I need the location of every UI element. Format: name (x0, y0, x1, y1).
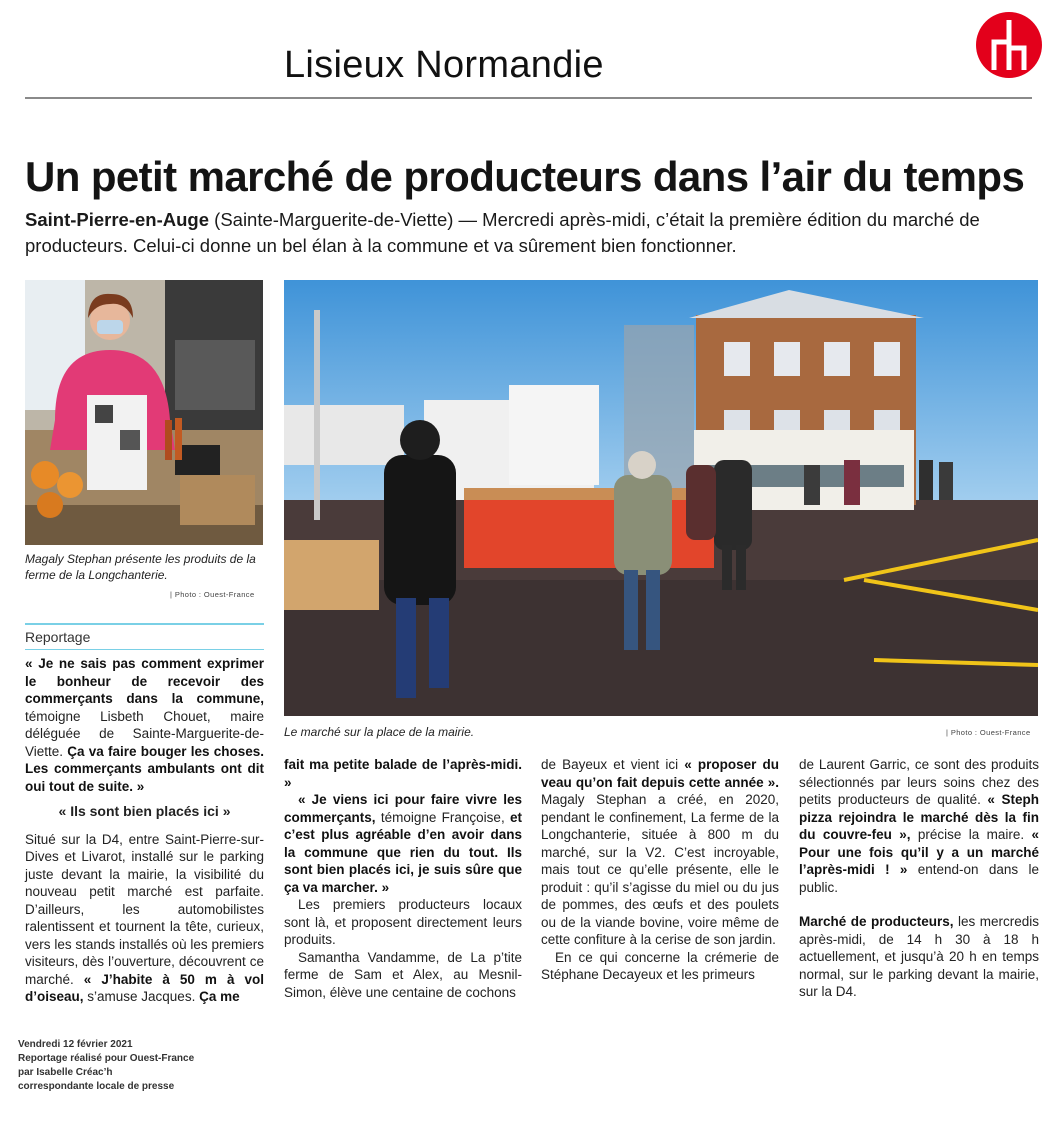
reportage-label: Reportage (25, 629, 91, 645)
article-lead (25, 207, 1035, 259)
paragraph-magaly: Magaly Stephan a créé, en 2020, pendant le confinement, La ferme de la Longchanterie, située à 800 m du marché, sur la V2. C’est incroyable, mais tout ce qu’elle présente, elle le produit : qu’il s’agisse du miel ou du jus de pommes, des œufs et des poulets ou de la viande bovine, voire même de cette confiture à la cerise de son jardin. (541, 792, 779, 947)
photo-small-caption: Magaly Stephan présente les produits de la ferme de la Longchanterie. (25, 552, 256, 582)
logo-mark-icon (976, 12, 1042, 78)
article-headline: Un petit marché de producteurs dans l’air du temps (25, 153, 1025, 200)
ouest-france-logo (976, 12, 1042, 78)
quote-maire-attrib: précise la maire. (910, 827, 1025, 842)
quote-francoise-cont: et c’est plus agréable d’en avoir dans la commune que rien du tout. Ils sont bien placés ici, je suis sûre que ça va marcher. » (284, 809, 522, 895)
article-column-4 (799, 756, 1039, 1001)
quote-public: « Pour une fois qu’il y a un marché l’après-midi ! » (799, 827, 1039, 877)
quote-steph-pizza: « Steph pizza rejoindra le marché dès la fin du couvre-feu », (799, 792, 1040, 842)
paragraph-location: Situé sur la D4, entre Saint-Pierre-sur-Dives et Livarot, installé sur le parking juste devant la mairie, la visibilité du nouveau petit marché est parfaite. D’ailleurs, les automobilistes ralentissent et tournent la tête, curieux, vers les stands installés où les premiers visiteurs, dès l’ouverture, découvrent ce marché. (25, 831, 264, 987)
quote-mayor-attrib: témoigne Lisbeth Chouet, maire déléguée de Sainte-Marguerite-de-Viette. (25, 708, 264, 759)
paragraph-samantha: Samantha Vandamme, de La p’tite ferme de Sam et Alex, au Mesnil-Simon, élève une centaine de cochons (284, 949, 522, 1000)
footer-line-3: par Isabelle Créac’h (18, 1067, 113, 1078)
quote-francoise-attrib: témoigne Françoise, (375, 809, 505, 825)
lead-subplace: (Sainte-Marguerite-de-Viette) (214, 209, 454, 230)
photo-market-square (284, 280, 1038, 716)
reportage-rule-top (25, 623, 264, 625)
info-title: Marché de producteurs, (799, 914, 954, 929)
quote-public-attrib: entend-on dans le public. (799, 862, 1039, 895)
footer-credits (18, 1038, 194, 1094)
info-schedule: les mercredis après-midi, de 14 h 30 à 18 h actuellement, et jusqu’à 20 h en temps normal, sur le parking devant la mairie, sur la D4. (799, 914, 1039, 999)
paragraph-producers: Les premiers producteurs locaux sont là, et proposent directement leurs produits. (284, 897, 522, 947)
subhead: « Ils sont bien placés ici » (58, 803, 231, 819)
article-column-1 (25, 655, 264, 1006)
header-rule (25, 97, 1032, 99)
paragraph-garric: de Laurent Garric, ce sont des produits sélectionnés par leurs soins chez des petits producteurs de qualité. (799, 757, 1039, 807)
photo-big-caption: Le marché sur la place de la mairie. (284, 725, 475, 739)
article-column-3 (541, 756, 779, 984)
footer-line-4: correspondante locale de presse (18, 1081, 175, 1092)
quote-mayor-cont: Ça va faire bouger les choses. Les commerçants ambulants ont dit oui tout de suite. » (25, 743, 264, 794)
paragraph-cremerie: En ce qui concerne la crémerie de Stéphane Decayeux et les primeurs (541, 949, 779, 982)
section-title: Lisieux Normandie (284, 44, 604, 86)
quote-mayor: « Je ne sais pas comment exprimer le bonheur de recevoir des commerçants dans la commune, (25, 656, 264, 706)
photo-producer (25, 280, 263, 545)
quote-jacques-end: fait ma petite balade de l’après-midi. » (284, 757, 522, 790)
lead-place: Saint-Pierre-en-Auge (25, 209, 210, 230)
reportage-rule-bottom (25, 649, 264, 650)
quote-francoise: « Je viens ici pour faire vivre les commerçants, (284, 792, 522, 825)
quote-jacques-attrib: s’amuse Jacques. (83, 989, 196, 1004)
quote-veau: « proposer du veau qu’on fait depuis cette année ». (541, 757, 779, 790)
article-column-2 (284, 756, 522, 1001)
photo-small-credit: | Photo : Ouest-France (170, 590, 255, 599)
quote-jacques-cont: Ça me (195, 989, 240, 1004)
quote-jacques: « J’habite à 50 m à vol d’oiseau, (25, 971, 264, 1004)
paragraph-bayeux: de Bayeux et vient ici (541, 757, 679, 772)
footer-date: Vendredi 12 février 2021 (18, 1039, 133, 1050)
lead-text: — Mercredi après-midi, c’était la première édition du marché de producteurs. Celui-ci donne un bel élan à la commune et va sûrement bien fonctionner. (25, 209, 980, 256)
footer-line-2: Reportage réalisé pour Ouest-France (18, 1053, 195, 1064)
photo-big-credit: | Photo : Ouest-France (946, 728, 1031, 737)
